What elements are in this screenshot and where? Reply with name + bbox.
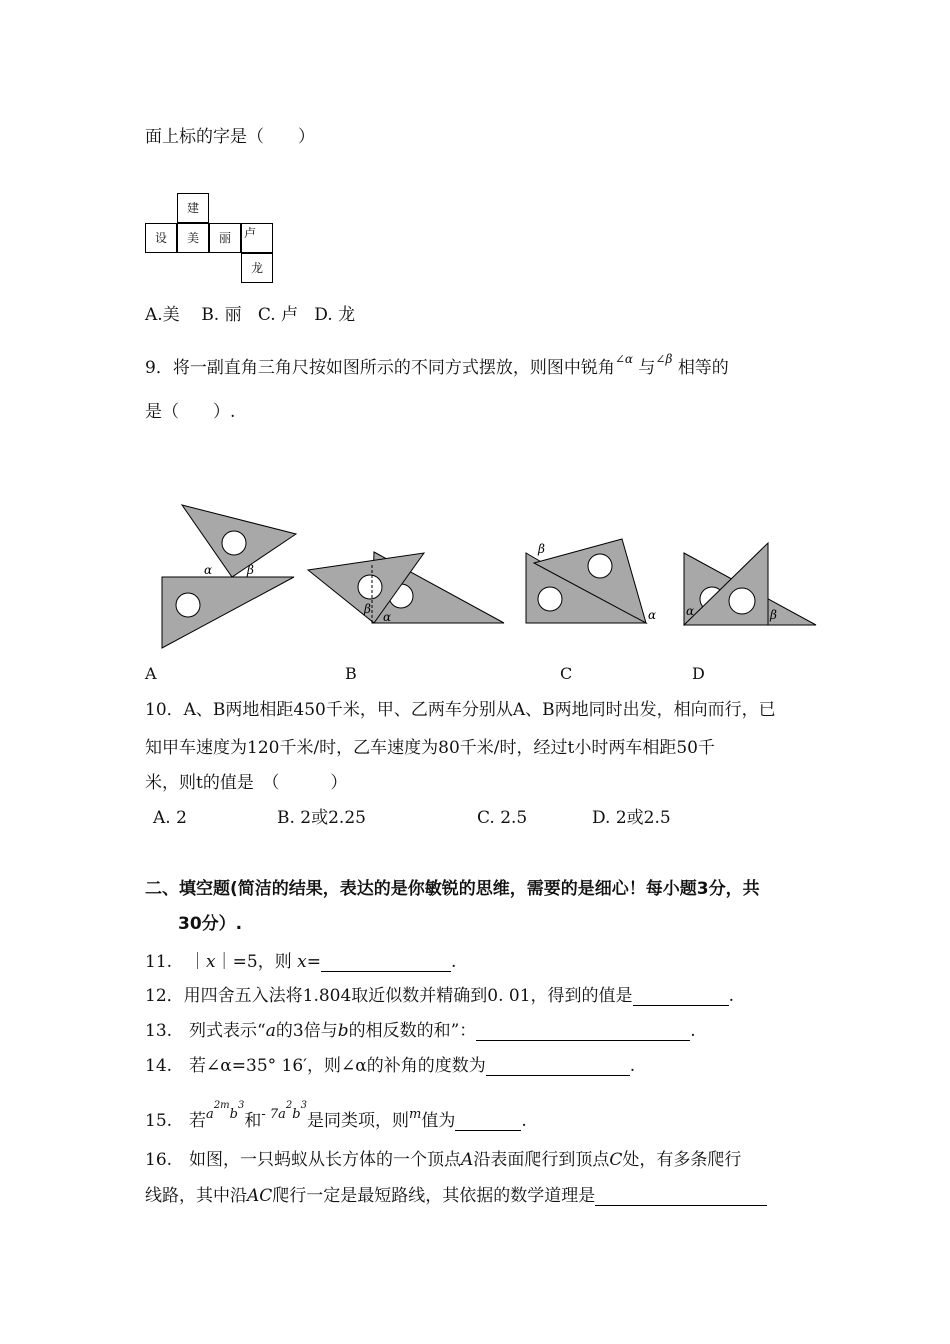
q11-mid: ｜=5，则 xyxy=(215,952,298,972)
cube-net xyxy=(145,193,285,285)
q10-line3: 米，则t的值是 （ ） xyxy=(145,773,348,793)
q8-option-b: B. 丽 xyxy=(201,305,242,325)
q13-var-a: a xyxy=(265,1021,276,1041)
q15-var-m: m xyxy=(409,1107,422,1122)
net-cell-jian: 建 xyxy=(177,193,209,223)
q13-answer-blank[interactable] xyxy=(476,1022,690,1041)
q12-answer-blank[interactable] xyxy=(633,987,729,1006)
q15-a: 15. 若 xyxy=(145,1111,207,1131)
fig-a-alpha: α xyxy=(204,563,213,577)
q16-segment-ac: AC xyxy=(247,1186,273,1206)
q15-mid: 和 xyxy=(244,1111,262,1131)
q12-end: . xyxy=(728,986,734,1006)
q8-option-c: C. 卢 xyxy=(257,305,299,325)
section2-title-line1: 二、填空题(简洁的结果，表达的是你敏锐的思维，需要的是细心！每小题3分，共 xyxy=(145,879,760,899)
q16-answer-blank[interactable] xyxy=(595,1187,767,1206)
q10-options xyxy=(153,808,671,828)
q10-option-a: A. 2 xyxy=(153,808,187,828)
q14-end: . xyxy=(629,1056,636,1076)
q11-answer-blank[interactable] xyxy=(321,953,451,972)
net-cell-mei: 美 xyxy=(177,223,209,253)
q16-line1 xyxy=(145,1150,741,1170)
fig-d-beta: β xyxy=(770,608,777,622)
q11-var2: x= xyxy=(297,952,321,972)
q16-line2 xyxy=(145,1186,767,1206)
q13-var-b: b xyxy=(337,1021,349,1041)
q12 xyxy=(145,986,734,1006)
fig-label-d: D xyxy=(692,664,705,683)
q8-option-a: A.美 xyxy=(145,305,180,325)
q14-text: 14. 若∠α=35° 16′，则∠α的补角的度数为 xyxy=(145,1056,486,1076)
q11-prefix: 11. ｜ xyxy=(145,952,207,972)
q9-connector: 与 xyxy=(638,358,656,378)
figure-c xyxy=(526,539,656,623)
q16-text-a: 16. 如图，一只蚂蚁从长方体的一个顶点 xyxy=(145,1150,462,1170)
section2-title-line2: 30分）. xyxy=(178,914,243,934)
q10-option-d: D. 2或2.5 xyxy=(592,808,671,828)
q10-option-b: B. 2或2.25 xyxy=(277,808,366,828)
fig-c-alpha: α xyxy=(648,608,657,622)
figure-a xyxy=(162,505,296,648)
q8-option-d: D. 龙 xyxy=(314,305,356,325)
q13-end: . xyxy=(690,1021,696,1041)
q15-term1: a2mb3 xyxy=(206,1100,245,1122)
q15-end: . xyxy=(521,1111,527,1131)
q9-text-b: 相等的 xyxy=(677,358,729,378)
q9-text-a: 9．将一副直角三角尺按如图所示的不同方式摆放，则图中锐角 xyxy=(145,358,615,378)
q9-line1 xyxy=(145,352,729,378)
q13-a: 13. 列式表示“ xyxy=(145,1021,266,1041)
q15-term2: - 7a2b3 xyxy=(261,1100,307,1122)
q11-end: . xyxy=(450,952,457,972)
q14-answer-blank[interactable] xyxy=(486,1057,630,1076)
q15-c: 值为 xyxy=(421,1111,456,1131)
q9-line2: 是（ ）. xyxy=(145,402,236,422)
net-cell-li: 丽 xyxy=(209,223,241,253)
fig-d-alpha: α xyxy=(686,604,695,618)
q16-text-c: 处，有多条爬行 xyxy=(622,1150,742,1170)
fig-label-c: C xyxy=(560,664,573,683)
fig-b-alpha: α xyxy=(383,610,392,624)
q13-b: 的3倍与 xyxy=(275,1021,338,1041)
q10-option-c: C. 2.5 xyxy=(477,808,528,828)
q16-text-d: 线路，其中沿 xyxy=(145,1186,247,1206)
q16-point-c: C xyxy=(609,1150,623,1170)
q16-text-b: 沿表面爬行到顶点 xyxy=(473,1150,610,1170)
q12-text: 12．用四舍五入法将1.804取近似数并精确到0. 01，得到的值是 xyxy=(145,986,633,1006)
q8-options xyxy=(145,305,355,325)
q13 xyxy=(145,1021,696,1041)
fig-b-beta: β xyxy=(364,602,371,616)
q15-answer-blank[interactable] xyxy=(455,1112,521,1131)
q15-b: 是同类项，则 xyxy=(307,1111,409,1131)
q11 xyxy=(145,952,456,972)
fig-a-beta: β xyxy=(247,563,254,577)
angle-alpha: ∠α xyxy=(614,352,633,366)
fig-label-b: B xyxy=(345,664,357,683)
q13-c: 的相反数的和”： xyxy=(348,1021,477,1041)
q14 xyxy=(145,1056,635,1076)
q9-figures xyxy=(150,495,830,655)
figure-d xyxy=(684,543,816,625)
q10-line1: 10．A、B两地相距450千米，甲、乙两车分别从A、B两地同时出发，相向而行，已 xyxy=(145,700,776,720)
q10-line2: 知甲车速度为120千米/时，乙车速度为80千米/时，经过t小时两车相距50千 xyxy=(145,738,715,758)
fig-c-beta: β xyxy=(538,542,545,556)
net-cell-she: 设 xyxy=(145,223,177,253)
q16-point-a: A xyxy=(461,1150,474,1170)
q8-stem: 面上标的字是（ ） xyxy=(145,127,315,147)
figure-b xyxy=(308,552,504,624)
q16-text-e: 爬行一定是最短路线，其依据的数学道理是 xyxy=(272,1186,596,1206)
net-cell-long: 龙 xyxy=(241,253,273,283)
net-cell-lu: 卢 xyxy=(241,223,273,253)
angle-beta: ∠β xyxy=(655,352,673,366)
q11-var: x xyxy=(206,952,216,972)
fig-label-a: A xyxy=(145,664,157,683)
q15 xyxy=(145,1100,527,1131)
